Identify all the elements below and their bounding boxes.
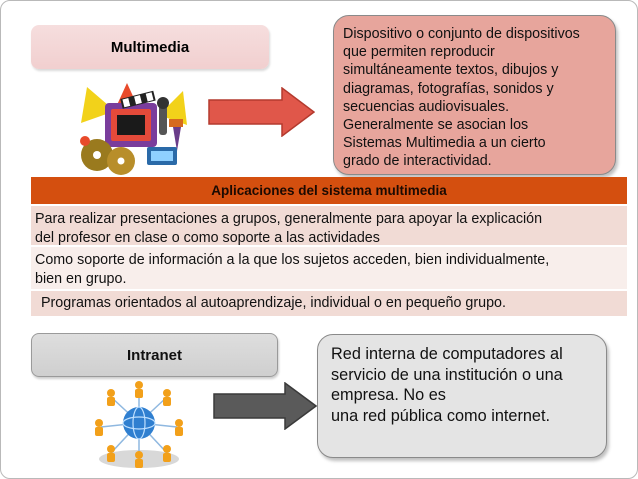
multimedia-description-line: Dispositivo o conjunto de dispositivos (343, 26, 580, 42)
applications-table-row (31, 247, 627, 291)
multimedia-title-box (31, 25, 269, 69)
multimedia-description-line: Generalmente se asocian los (343, 117, 529, 134)
multimedia-description-line: simultáneamente textos, dibujos y (343, 62, 559, 79)
multimedia-description-line: que permiten reproducir (343, 44, 495, 61)
applications-row-line: del profesor en clase o como soporte a las actividades (35, 230, 380, 246)
applications-header-text: Aplicaciones del sistema multimedia (211, 183, 447, 198)
intranet-description-line: una red pública como internet. (331, 406, 551, 425)
intranet-arrow-icon (213, 382, 317, 430)
multimedia-description-line: grado de interactividad. (343, 153, 492, 170)
applications-row-line: Programas orientados al autoaprendizaje, individual o en pequeño grupo. (41, 295, 506, 311)
multimedia-arrow-icon (208, 87, 315, 137)
applications-table-header (31, 177, 627, 206)
multimedia-description-box (333, 15, 616, 175)
applications-row-line: Para realizar presentaciones a grupos, generalmente para apoyar la explicación (35, 211, 543, 227)
multimedia-clipart-icon (77, 81, 191, 177)
applications-row-line: Como soporte de información a la que los sujetos acceden, bien individualmente, (35, 252, 550, 268)
intranet-title: Intranet (126, 346, 182, 364)
applications-table-row (31, 206, 627, 247)
intranet-description-line: empresa. No es (331, 386, 446, 405)
multimedia-title: Multimedia (110, 38, 190, 56)
intranet-description-box (317, 334, 607, 458)
multimedia-description-line: Sistemas Multimedia a un cierto (343, 135, 546, 152)
multimedia-description-line: diagramas, fotografías, sonidos y (343, 80, 554, 97)
applications-row-line: bien en grupo. (35, 271, 127, 287)
multimedia-description-line: secuencias audiovisuales. (343, 98, 510, 115)
intranet-description-line: Red interna de computadores al (331, 345, 563, 363)
applications-table (31, 177, 627, 316)
intranet-title-box (31, 333, 278, 377)
applications-table-row (31, 291, 627, 316)
intranet-description-line: servicio de una institución o una (331, 365, 563, 384)
network-people-icon (89, 379, 189, 471)
